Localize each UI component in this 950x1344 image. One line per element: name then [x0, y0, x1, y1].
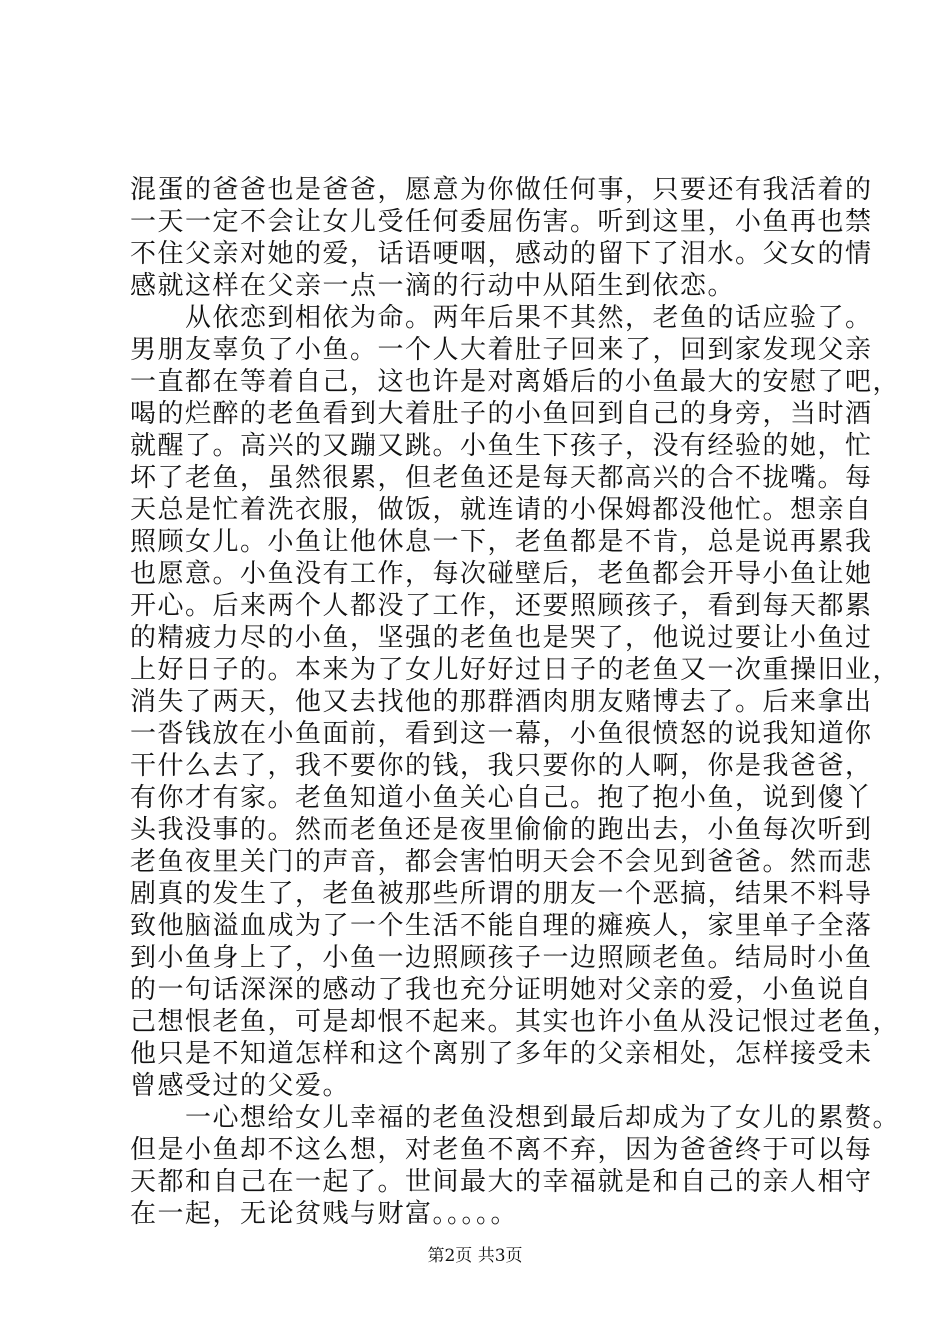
- text-line-6: 男朋友辜负了小鱼。一个人大着肚子回来了，回到家发现父亲: [130, 335, 873, 365]
- document-body: [130, 174, 901, 1230]
- text-line-30: 一心想给女儿幸福的老鱼没想到最后却成为了女儿的累赘。: [130, 1103, 901, 1133]
- text-line-21: 头我没事的。然而老鱼还是夜里偷偷的跑出去，小鱼每次听到: [130, 815, 873, 845]
- text-line-9: 就醒了。高兴的又蹦又跳。小鱼生下孩子，没有经验的她，忙: [130, 431, 873, 461]
- text-line-14: 开心。后来两个人都没了工作，还要照顾孩子，看到每天都累: [130, 591, 873, 621]
- text-line-28: 他只是不知道怎样和这个离别了多年的父亲相处，怎样接受未: [130, 1039, 873, 1069]
- text-line-31: 但是小鱼却不这么想，对老鱼不离不弃，因为爸爸终于可以每: [130, 1135, 873, 1165]
- page-footer: 第2页 共3页: [427, 1246, 523, 1266]
- text-line-10: 坏了老鱼，虽然很累，但老鱼还是每天都高兴的合不拢嘴。每: [130, 463, 873, 493]
- text-line-26: 的一句话深深的感动了我也充分证明她对父亲的爱，小鱼说自: [130, 975, 873, 1005]
- text-line-4: 感就这样在父亲一点一滴的行动中从陌生到依恋。: [130, 271, 736, 301]
- text-line-16: 上好日子的。本来为了女儿好好过日子的老鱼又一次重操旧业，: [130, 655, 901, 685]
- text-line-8: 喝的烂醉的老鱼看到大着肚子的小鱼回到自己的身旁，当时酒: [130, 399, 873, 429]
- text-line-11: 天总是忙着洗衣服，做饭，就连请的小保姆都没他忙。想亲自: [130, 495, 873, 525]
- text-line-1: 混蛋的爸爸也是爸爸，愿意为你做任何事，只要还有我活着的: [130, 175, 873, 205]
- text-line-17: 消失了两天，他又去找他的那群酒肉朋友赌博去了。后来拿出: [130, 687, 873, 717]
- text-line-3: 不住父亲对她的爱，话语哽咽，感动的留下了泪水。父女的情: [130, 239, 873, 269]
- text-line-7: 一直都在等着自己，这也许是对离婚后的小鱼最大的安慰了吧，: [130, 367, 901, 397]
- text-line-33: 在一起，无论贫贱与财富。。。。。: [130, 1199, 519, 1229]
- text-line-20: 有你才有家。老鱼知道小鱼关心自己。抱了抱小鱼，说到傻丫: [130, 783, 873, 813]
- text-line-24: 致他脑溢血成为了一个生活不能自理的瘫痪人，家里单子全落: [130, 911, 873, 941]
- text-line-13: 也愿意。小鱼没有工作，每次碰壁后，老鱼都会开导小鱼让她: [130, 559, 873, 589]
- text-line-2: 一天一定不会让女儿受任何委屈伤害。听到这里，小鱼再也禁: [130, 207, 873, 237]
- text-line-27: 己想恨老鱼，可是却恨不起来。其实也许小鱼从没记恨过老鱼，: [130, 1007, 901, 1037]
- text-line-32: 天都和自己在一起了。世间最大的幸福就是和自己的亲人相守: [130, 1167, 873, 1197]
- text-line-23: 剧真的发生了，老鱼被那些所谓的朋友一个恶搞，结果不料导: [130, 879, 873, 909]
- text-line-22: 老鱼夜里关门的声音，都会害怕明天会不会见到爸爸。然而悲: [130, 847, 873, 877]
- text-line-15: 的精疲力尽的小鱼，坚强的老鱼也是哭了，他说过要让小鱼过: [130, 623, 873, 653]
- text-line-12: 照顾女儿。小鱼让他休息一下，老鱼都是不肯，总是说再累我: [130, 527, 873, 557]
- text-line-5: 从依恋到相依为命。两年后果不其然，老鱼的话应验了。: [130, 303, 873, 333]
- text-line-29: 曾感受过的父爱。: [130, 1071, 351, 1101]
- text-line-18: 一沓钱放在小鱼面前，看到这一幕，小鱼很愤怒的说我知道你: [130, 719, 873, 749]
- text-line-25: 到小鱼身上了，小鱼一边照顾孩子一边照顾老鱼。结局时小鱼: [130, 943, 873, 973]
- text-line-19: 干什么去了，我不要你的钱，我只要你的人啊，你是我爸爸，: [130, 751, 873, 781]
